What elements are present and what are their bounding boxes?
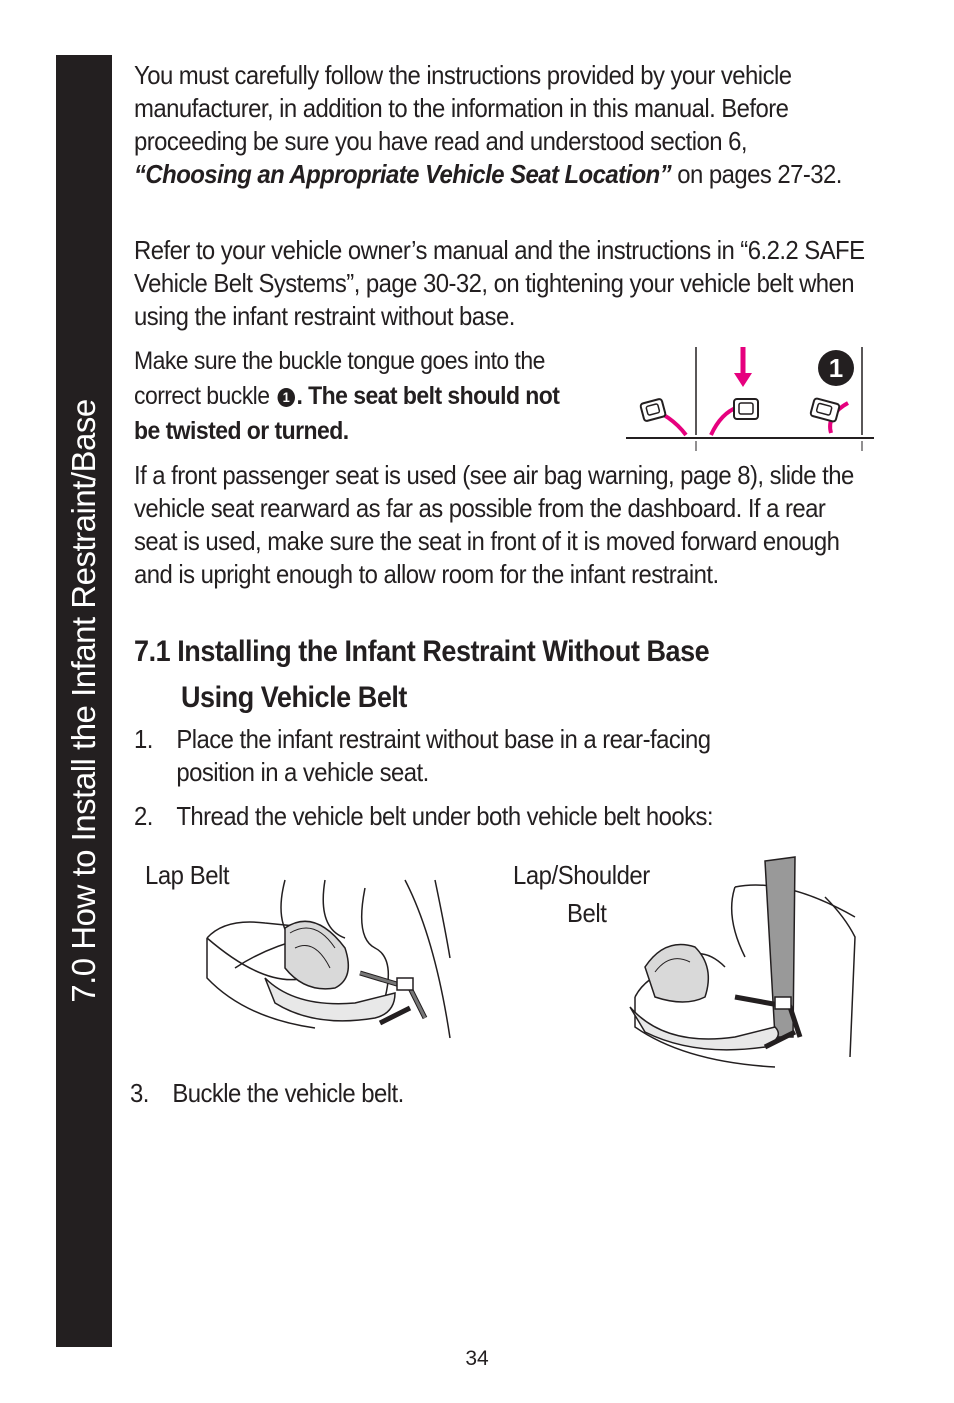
lap-belt-illustration [205, 878, 455, 1048]
sidebar-title: 7.0 How to Install the Infant Restraint/Base [65, 399, 102, 1003]
step-1: 1. Place the infant restraint without base in a rear-facing position in a vehicle seat. [134, 724, 711, 787]
buckle-tongue-middle [734, 399, 758, 419]
page-number: 34 [465, 1347, 489, 1370]
callout-1-badge: 1 [277, 388, 294, 407]
buckle-figure [626, 345, 876, 455]
sidebar [56, 55, 112, 1347]
buckle-tongue-left [640, 398, 666, 421]
step-2: 2. Thread the vehicle belt under both vehicle belt hooks: [134, 801, 713, 831]
section-heading-line-2: Using Vehicle Belt [181, 681, 407, 714]
lap-shoulder-caption-line-2: Belt [567, 898, 607, 928]
intro-paragraph-1: You must carefully follow the instructions provided by your vehicle manufacturer, in addition to the information in this manual. Before proceeding be sure you have read and understood section 6, “Choosing an Appropriate Vehicle Seat Location” on pages 27-32. [134, 60, 842, 189]
lap-shoulder-belt-illustration [625, 857, 857, 1069]
seat-position-paragraph: If a front passenger seat is used (see air bag warning, page 8), slide the vehicle seat rearward as far as possible from the dashboard. If a rear seat is used, make sure the seat in front of it is moved forward enough and is upright enough to allow room for the infant restraint. [134, 460, 854, 589]
section-heading-line-1: 7.1 Installing the Infant Restraint Without Base [134, 635, 710, 668]
lap-belt-caption: Lap Belt [145, 860, 230, 890]
buckle-tongue-right [810, 398, 840, 422]
step-3: 3. Buckle the vehicle belt. [130, 1078, 404, 1108]
buckle-paragraph: Make sure the buckle tongue goes into the correct buckle 1 . The seat belt should not be twisted or turned. [134, 347, 560, 445]
intro-paragraph-2: Refer to your vehicle owner’s manual and the instructions in “6.2.2 SAFE Vehicle Belt Systems”, page 30-32, on tightening your vehicle belt when using the infant restraint without base. [134, 235, 865, 331]
section-reference: “Choosing an Appropriate Vehicle Seat Location” [134, 159, 672, 189]
lap-shoulder-caption-line-1: Lap/Shoulder [513, 860, 650, 890]
svg-text:1: 1 [828, 353, 844, 383]
